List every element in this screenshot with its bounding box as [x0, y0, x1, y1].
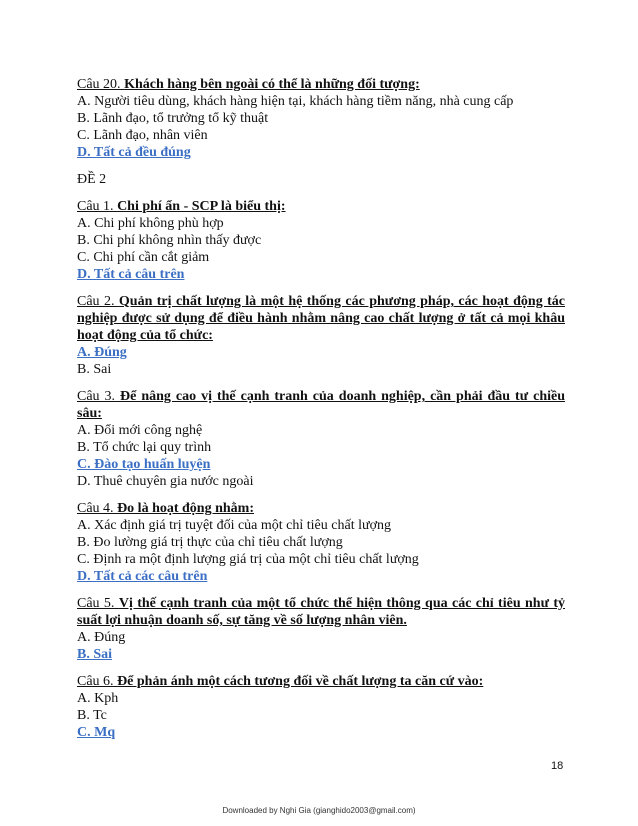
download-footer: Downloaded by Nghi Gia (gianghido2003@gmail.com) [222, 806, 416, 815]
document-body [77, 76, 565, 741]
question-4-stem [77, 500, 565, 517]
option: C. Lãnh đạo, nhân viên [77, 128, 208, 143]
question-1 [77, 198, 565, 283]
option: A. Chi phí không phù hợp [77, 216, 224, 231]
question-6-stem [77, 673, 565, 690]
option: C. Chi phí cần cắt giảm [77, 250, 210, 265]
question-1-stem [77, 198, 565, 215]
question-4 [77, 500, 565, 585]
correct-answer: B. Sai [77, 647, 113, 662]
question-text: Khách hàng bên ngoài có thể là những đối tượng: [124, 77, 420, 92]
correct-answer: C. Mq [77, 725, 116, 740]
option: A. Xác định giá trị tuyệt đối của một chỉ tiêu chất lượng [77, 518, 391, 533]
question-number: Câu 4. [77, 501, 114, 516]
question-5 [77, 595, 565, 663]
correct-answer: D. Tất cả các câu trên [77, 569, 208, 584]
question-text: Quản trị chất lượng là một hệ thống các phương pháp, các hoạt động tác nghiệp được sử dụng để điều hành nhằm nâng cao chất lượng ở tất cả mọi khâu hoạt động của tổ chức: [77, 294, 565, 343]
question-number: Câu 2. [77, 294, 115, 309]
question-20-stem [77, 76, 565, 93]
option: A. Đổi mới công nghệ [77, 423, 203, 438]
question-text: Đo là hoạt động nhằm: [117, 501, 254, 516]
option: B. Chi phí không nhìn thấy được [77, 233, 262, 248]
question-number: Câu 3. [77, 389, 116, 404]
question-20 [77, 76, 565, 161]
option: A. Kph [77, 691, 119, 706]
option: B. Lãnh đạo, tổ trưởng tổ kỹ thuật [77, 111, 269, 126]
question-number: Câu 6. [77, 674, 114, 689]
page-number: 18 [551, 760, 564, 772]
option: B. Tổ chức lại quy trình [77, 440, 212, 455]
question-text: Chi phí ẩn - SCP là biểu thị: [117, 199, 286, 214]
question-2 [77, 293, 565, 378]
section-title: ĐỀ 2 [77, 172, 107, 187]
question-5-stem [77, 595, 565, 629]
option: B. Sai [77, 362, 112, 377]
question-text: Để nâng cao vị thế cạnh tranh của doanh nghiệp, cần phải đầu tư chiều sâu: [77, 389, 565, 421]
option: B. Đo lường giá trị thực của chỉ tiêu chất lượng [77, 535, 343, 550]
option: C. Định ra một định lượng giá trị của một chỉ tiêu chất lượng [77, 552, 419, 567]
question-number: Câu 20. [77, 77, 121, 92]
correct-answer: D. Tất cả đều đúng [77, 145, 191, 160]
question-text: Để phản ánh một cách tương đối về chất lượng ta căn cứ vào: [117, 674, 484, 689]
question-number: Câu 1. [77, 199, 114, 214]
option: D. Thuê chuyên gia nước ngoài [77, 474, 254, 489]
option: B. Tc [77, 708, 107, 723]
question-number: Câu 5. [77, 596, 115, 611]
correct-answer: A. Đúng [77, 345, 127, 360]
question-3 [77, 388, 565, 490]
option: A. Đúng [77, 630, 126, 645]
question-6 [77, 673, 565, 741]
question-2-stem [77, 293, 565, 344]
correct-answer: C. Đào tạo huấn luyện [77, 457, 211, 472]
option: A. Người tiêu dùng, khách hàng hiện tại, khách hàng tiềm năng, nhà cung cấp [77, 94, 514, 109]
question-text: Vị thế cạnh tranh của một tổ chức thể hiện thông qua các chỉ tiêu như tỷ suất lợi nhuận doanh số, sự tăng về số lượng nhân viên. [77, 596, 566, 628]
correct-answer: D. Tất cả câu trên [77, 267, 185, 282]
question-3-stem [77, 388, 565, 422]
